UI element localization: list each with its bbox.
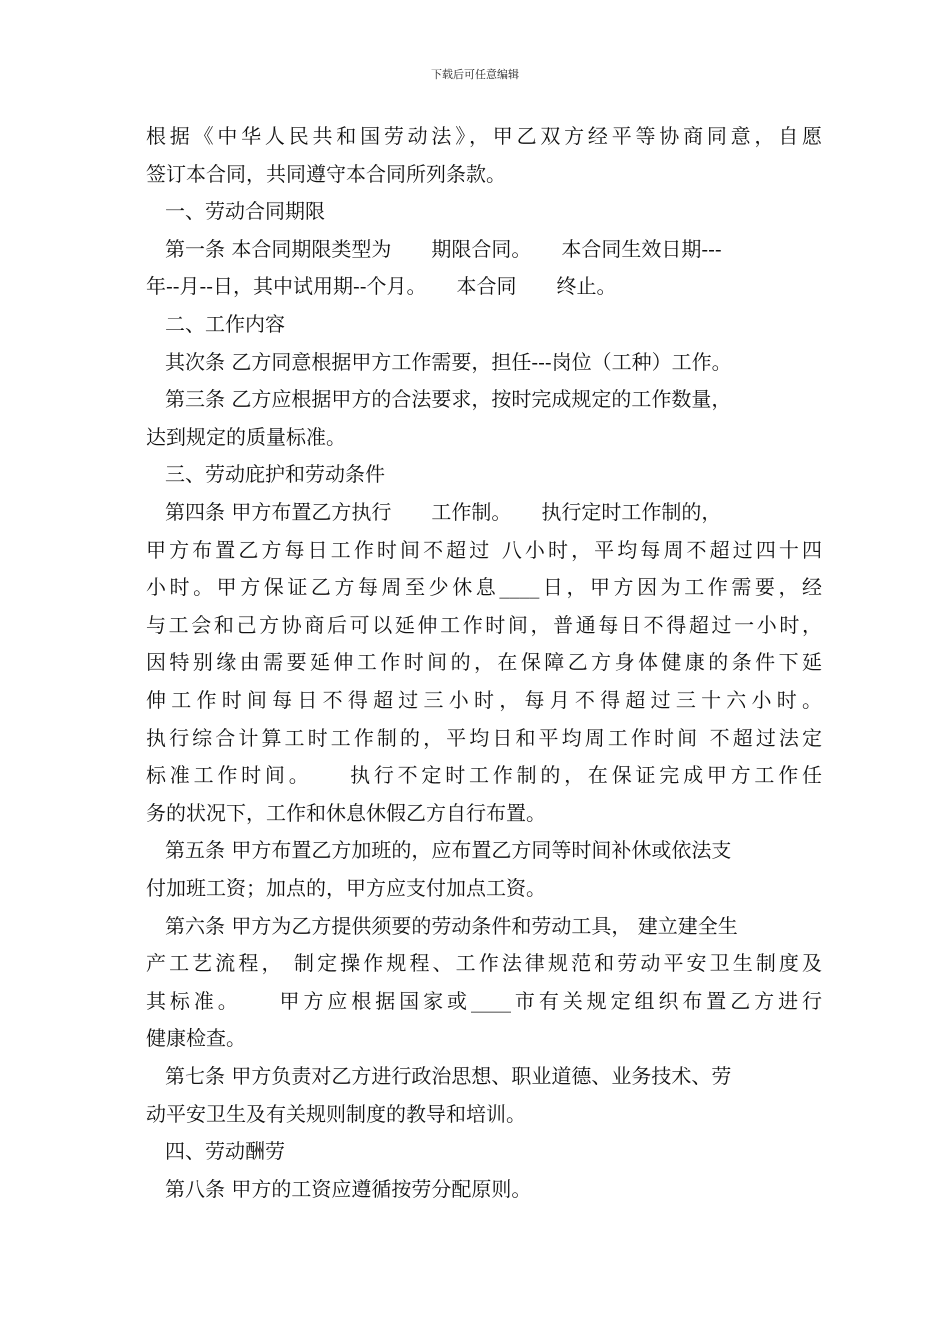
text-line: 年--月--日，其中试用期--个月。 本合同 终止。 [146,274,617,299]
text-line: 健康检查。 [146,1026,246,1051]
text-line: 二、工作内容 [165,312,285,336]
text-line: 第三条 乙方应根据甲方的合法要求，按时完成规定的工作数量， [165,387,732,412]
text-line: 四、劳动酬劳 [165,1139,285,1164]
text-line: 达到规定的质量标准。 [146,424,346,449]
text-line: 付加班工资；加点的，甲方应支付加点工资。 [146,876,546,900]
text-line: 签订本合同，共同遵守本合同所列条款。 [146,161,506,186]
text-line: 其标准。 甲方应根据国家或____市有关规定组织布置乙方进行 [146,988,822,1013]
text-line: 产工艺流程， 制定操作规程、工作法律规范和劳动平安卫生制度及 [146,951,822,976]
text-line: 其次条 乙方同意根据甲方工作需要，担任---岗位（工种）工作。 [165,349,732,374]
text-line: 根据《中华人民共和国劳动法》，甲乙双方经平等协商同意，自愿 [146,124,822,148]
text-line: 动平安卫生及有关规则制度的教导和培训。 [146,1101,526,1126]
text-line: 第一条 本合同期限类型为 期限合同。 本合同生效日期--- [165,236,722,261]
text-line: 甲方布置乙方每日工作时间不超过 八小时，平均每周不超过四十四 [146,537,822,562]
text-line: 标准工作时间。 执行不定时工作制的，在保证完成甲方工作任 [146,763,822,788]
text-line: 与工会和己方协商后可以延伸工作时间，普通每日不得超过一小时， [146,612,822,637]
text-line: 因特别缘由需要延伸工作时间的，在保障乙方身体健康的条件下延 [146,650,822,675]
text-line: 第八条 甲方的工资应遵循按劳分配原则。 [165,1176,532,1201]
text-line: 第五条 甲方布置乙方加班的，应布置乙方同等时间补休或依法支 [165,838,732,863]
text-line: 第七条 甲方负责对乙方进行政治思想、职业道德、业务技术、劳 [165,1064,732,1088]
text-line: 第四条 甲方布置乙方执行 工作制。 执行定时工作制的， [165,500,722,524]
text-line: 务的状况下，工作和休息休假乙方自行布置。 [146,800,546,825]
text-line: 三、劳动庇护和劳动条件 [165,462,385,487]
text-line: 执行综合计算工时工作制的，平均日和平均周工作时间 不超过法定 [146,725,822,750]
text-line: 小时。甲方保证乙方每周至少休息____日，甲方因为工作需要，经 [146,575,822,600]
page-header: 下载后可任意编辑 [431,68,519,81]
text-line: 伸工作时间每日不得超过三小时，每月不得超过三十六小时。 [146,688,822,712]
text-line: 一、劳动合同期限 [165,199,325,224]
text-line: 第六条 甲方为乙方提供须要的劳动条件和劳动工具， 建立建全生 [165,913,738,938]
